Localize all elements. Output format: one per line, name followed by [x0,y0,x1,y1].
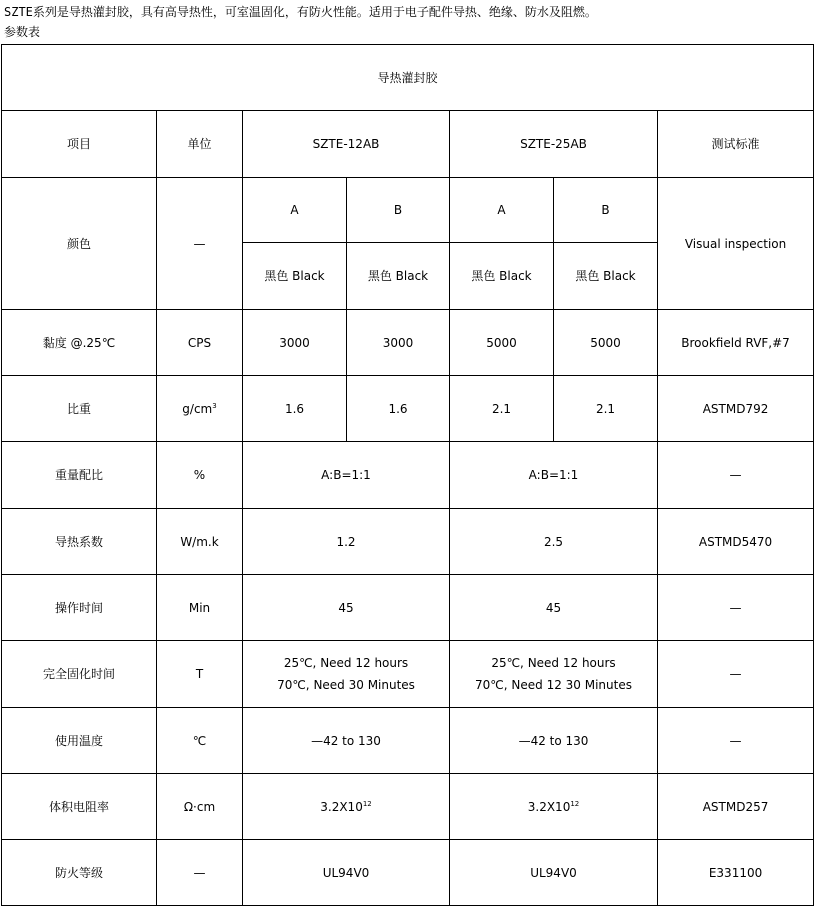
color-value-a-25ab: 黑色 Black [450,243,554,310]
viscosity-a-25ab: 5000 [450,310,554,376]
color-value-b-25ab: 黑色 Black [554,243,658,310]
temperature-standard: — [658,708,814,774]
table-row-operating-temperature [2,708,814,774]
fire-rating-standard: E331100 [658,840,814,906]
resistivity-unit: Ω·cm [157,774,243,840]
resistivity-12ab [243,774,450,840]
cure-time-12ab [243,641,450,708]
row-label-viscosity: 黏度 @.25℃ [2,310,157,376]
resistivity-12ab-base: 3.2X10 [320,799,363,814]
viscosity-b-12ab: 3000 [347,310,450,376]
header-unit: 单位 [157,111,243,178]
table-row-fire-rating [2,840,814,906]
gravity-unit-exponent: 3 [212,401,217,410]
color-value-b-12ab: 黑色 Black [347,243,450,310]
conductivity-standard: ASTMD5470 [658,509,814,575]
gravity-unit-base: g/cm [182,401,213,416]
color-part-b-25ab: B [554,178,658,243]
ratio-standard: — [658,442,814,509]
header-product-szte-12ab: SZTE-12AB [243,111,450,178]
color-part-a-12ab: A [243,178,347,243]
resistivity-25ab-base: 3.2X10 [527,799,571,814]
header-product-szte-25ab: SZTE-25AB [450,111,658,178]
gravity-standard: ASTMD792 [658,376,814,442]
operating-time-25ab: 45 [450,575,658,641]
gravity-b-25ab: 2.1 [554,376,658,442]
viscosity-standard: Brookfield RVF,#7 [658,310,814,376]
temperature-unit: ℃ [157,708,243,774]
resistivity-25ab-exponent: 12 [570,799,580,808]
table-header-row [2,111,814,178]
table-row-mix-ratio [2,442,814,509]
operating-time-unit: Min [157,575,243,641]
color-value-a-12ab: 黑色 Black [243,243,347,310]
table-row-thermal-conductivity [2,509,814,575]
cure-time-25ab-line1: 25℃, Need 12 hours [491,656,616,670]
resistivity-12ab-exponent: 12 [362,799,372,808]
temperature-12ab: —42 to 130 [243,708,450,774]
table-row-volume-resistivity [2,774,814,840]
operating-time-12ab: 45 [243,575,450,641]
table-row-viscosity [2,310,814,376]
viscosity-unit: CPS [157,310,243,376]
table-caption: 参数表 [4,25,41,39]
table-row-specific-gravity [2,376,814,442]
cure-time-unit: T [157,641,243,708]
temperature-25ab: —42 to 130 [450,708,658,774]
cure-time-standard: — [658,641,814,708]
row-label-volume-resistivity: 体积电阻率 [2,774,157,840]
table-title-row [2,45,814,111]
row-label-operating-time: 操作时间 [2,575,157,641]
color-standard: Visual inspection [658,178,814,310]
intro-paragraph [4,4,597,20]
conductivity-25ab: 2.5 [450,509,658,575]
row-label-specific-gravity: 比重 [2,376,157,442]
row-label-color: 颜色 [2,178,157,310]
gravity-b-12ab: 1.6 [347,376,450,442]
table-row-color-parts [2,178,814,243]
row-label-operating-temperature: 使用温度 [2,708,157,774]
viscosity-b-25ab: 5000 [554,310,658,376]
row-label-mix-ratio: 重量配比 [2,442,157,509]
conductivity-12ab: 1.2 [243,509,450,575]
gravity-a-12ab: 1.6 [243,376,347,442]
header-item: 项目 [2,111,157,178]
header-test-standard: 测试标准 [658,111,814,178]
ratio-25ab: A:B=1:1 [450,442,658,509]
row-label-cure-time: 完全固化时间 [2,641,157,708]
ratio-12ab: A:B=1:1 [243,442,450,509]
fire-rating-25ab: UL94V0 [450,840,658,906]
table-title: 导热灌封胶 [2,45,814,111]
ratio-unit: % [157,442,243,509]
cure-time-12ab-line1: 25℃, Need 12 hours [283,656,409,670]
cure-time-25ab-line2: 70℃, Need 12 30 Minutes [475,678,632,692]
cure-time-12ab-line2: 70℃, Need 30 Minutes [277,678,415,692]
intro-product-code: SZTE [4,5,33,19]
color-part-a-25ab: A [450,178,554,243]
row-label-fire-rating: 防火等级 [2,840,157,906]
cure-time-25ab [450,641,658,708]
gravity-unit [157,376,243,442]
fire-rating-12ab: UL94V0 [243,840,450,906]
conductivity-unit: W/m.k [157,509,243,575]
gravity-a-25ab: 2.1 [450,376,554,442]
table-row-operating-time [2,575,814,641]
color-unit: — [157,178,243,310]
resistivity-25ab [450,774,658,840]
viscosity-a-12ab: 3000 [243,310,347,376]
table-row-cure-time [2,641,814,708]
fire-rating-unit: — [157,840,243,906]
operating-time-standard: — [658,575,814,641]
intro-text: 系列是导热灌封胶，具有高导热性，可室温固化，有防火性能。适用于电子配件导热、绝缘、防水及阻燃。 [32,5,597,19]
row-label-thermal-conductivity: 导热系数 [2,509,157,575]
spec-table [1,44,814,906]
resistivity-standard: ASTMD257 [658,774,814,840]
color-part-b-12ab: B [347,178,450,243]
